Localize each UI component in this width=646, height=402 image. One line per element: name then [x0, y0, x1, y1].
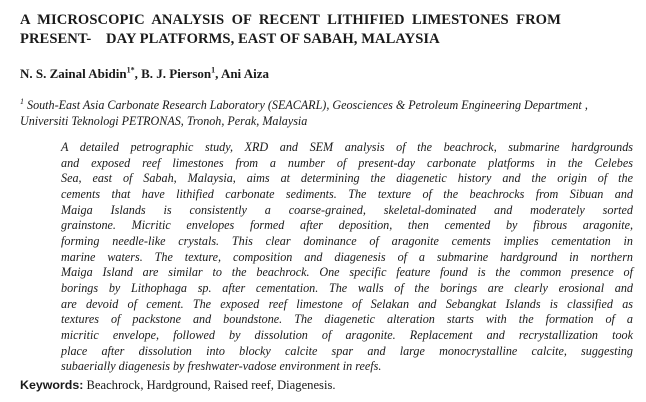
abstract-line: textures of packstone and boundstone. The diagenetic alteration starts with the formation of a [61, 312, 633, 327]
abstract-line: and exposed reef limestones from a number of present-day carbonate platforms in the Celebes [61, 155, 633, 170]
abstract-line: are devoid of cement. The exposed reef limestone of Selakan and Sebangkat Islands is classified as [61, 296, 633, 311]
abstract-line: Maiga Islands is consistently a coarse-grained, skeletal-dominated and moderately sorted [61, 202, 633, 217]
abstract-line: place after dissolution into blocky calcite spar and large monocrystalline calcite, suggesting [61, 343, 633, 358]
title-line-1: A MICROSCOPIC ANALYSIS OF RECENT LITHIFIED LIMESTONES FROM [20, 12, 561, 28]
keywords [20, 378, 336, 393]
abstract-line: cements that have lithified carbonate sediments. The texture of the beachrocks from Sibuan and [61, 186, 633, 201]
author-separator: , [134, 66, 142, 81]
affiliation-line-1 [20, 97, 632, 113]
author-name: N. S. Zainal Abidin [20, 66, 127, 81]
abstract-line: marine waters. The texture, composition and diagenesis of a submarine hardground in northern [61, 249, 633, 264]
paper-title [20, 11, 640, 49]
abstract-line: Sea, east of Sabah, Malaysia, aims at determining the diagenetic history and the origin of the [61, 171, 633, 186]
author-name: B. J. Pierson [141, 66, 212, 81]
abstract-line: micritic envelope, followed by dissolution of aragonite. Replacement and recrystallization took [61, 327, 633, 342]
title-line-2: PRESENT- DAY PLATFORMS, EAST OF SABAH, MALAYSIA [20, 31, 440, 47]
affiliation-marker: 1 [20, 96, 24, 106]
affiliation-text: South-East Asia Carbonate Research Laboratory (SEACARL), Geosciences & Petroleum Engineering Department , [24, 98, 588, 112]
abstract-line: grainstone. Micritic envelopes formed after deposition, then cemented by fibrous aragonite, [61, 218, 633, 233]
author-name: Ani Aiza [220, 66, 269, 81]
abstract-line: forming needle-like crystals. This clear dominance of aragonite cements implies cementation in [61, 233, 633, 248]
keywords-label: Keywords: [20, 378, 84, 392]
abstract-line: subaerially diagenesis by freshwater-vadose environment in reefs. [61, 359, 382, 374]
abstract-line: A detailed petrographic study, XRD and SEM analysis of the beachrock, submarine hardgrounds [61, 140, 633, 154]
author-separator: , [215, 66, 221, 81]
abstract-line: Maiga Island are similar to the beachrock. One specific feature found is the common presence of [61, 265, 633, 280]
abstract [61, 140, 633, 375]
author-list [20, 66, 269, 82]
author-affiliation-marker: 1* [126, 65, 135, 75]
author-affiliation-marker: 1 [211, 65, 216, 75]
keywords-text: Beachrock, Hardground, Raised reef, Diagenesis. [83, 378, 336, 392]
affiliation-line-2: Universiti Teknologi PETRONAS, Tronoh, Perak, Malaysia [20, 114, 308, 128]
abstract-line: borings by Lithophaga sp. after cementation. The walls of the borings are clearly erosional and [61, 280, 633, 295]
affiliation [20, 97, 632, 129]
